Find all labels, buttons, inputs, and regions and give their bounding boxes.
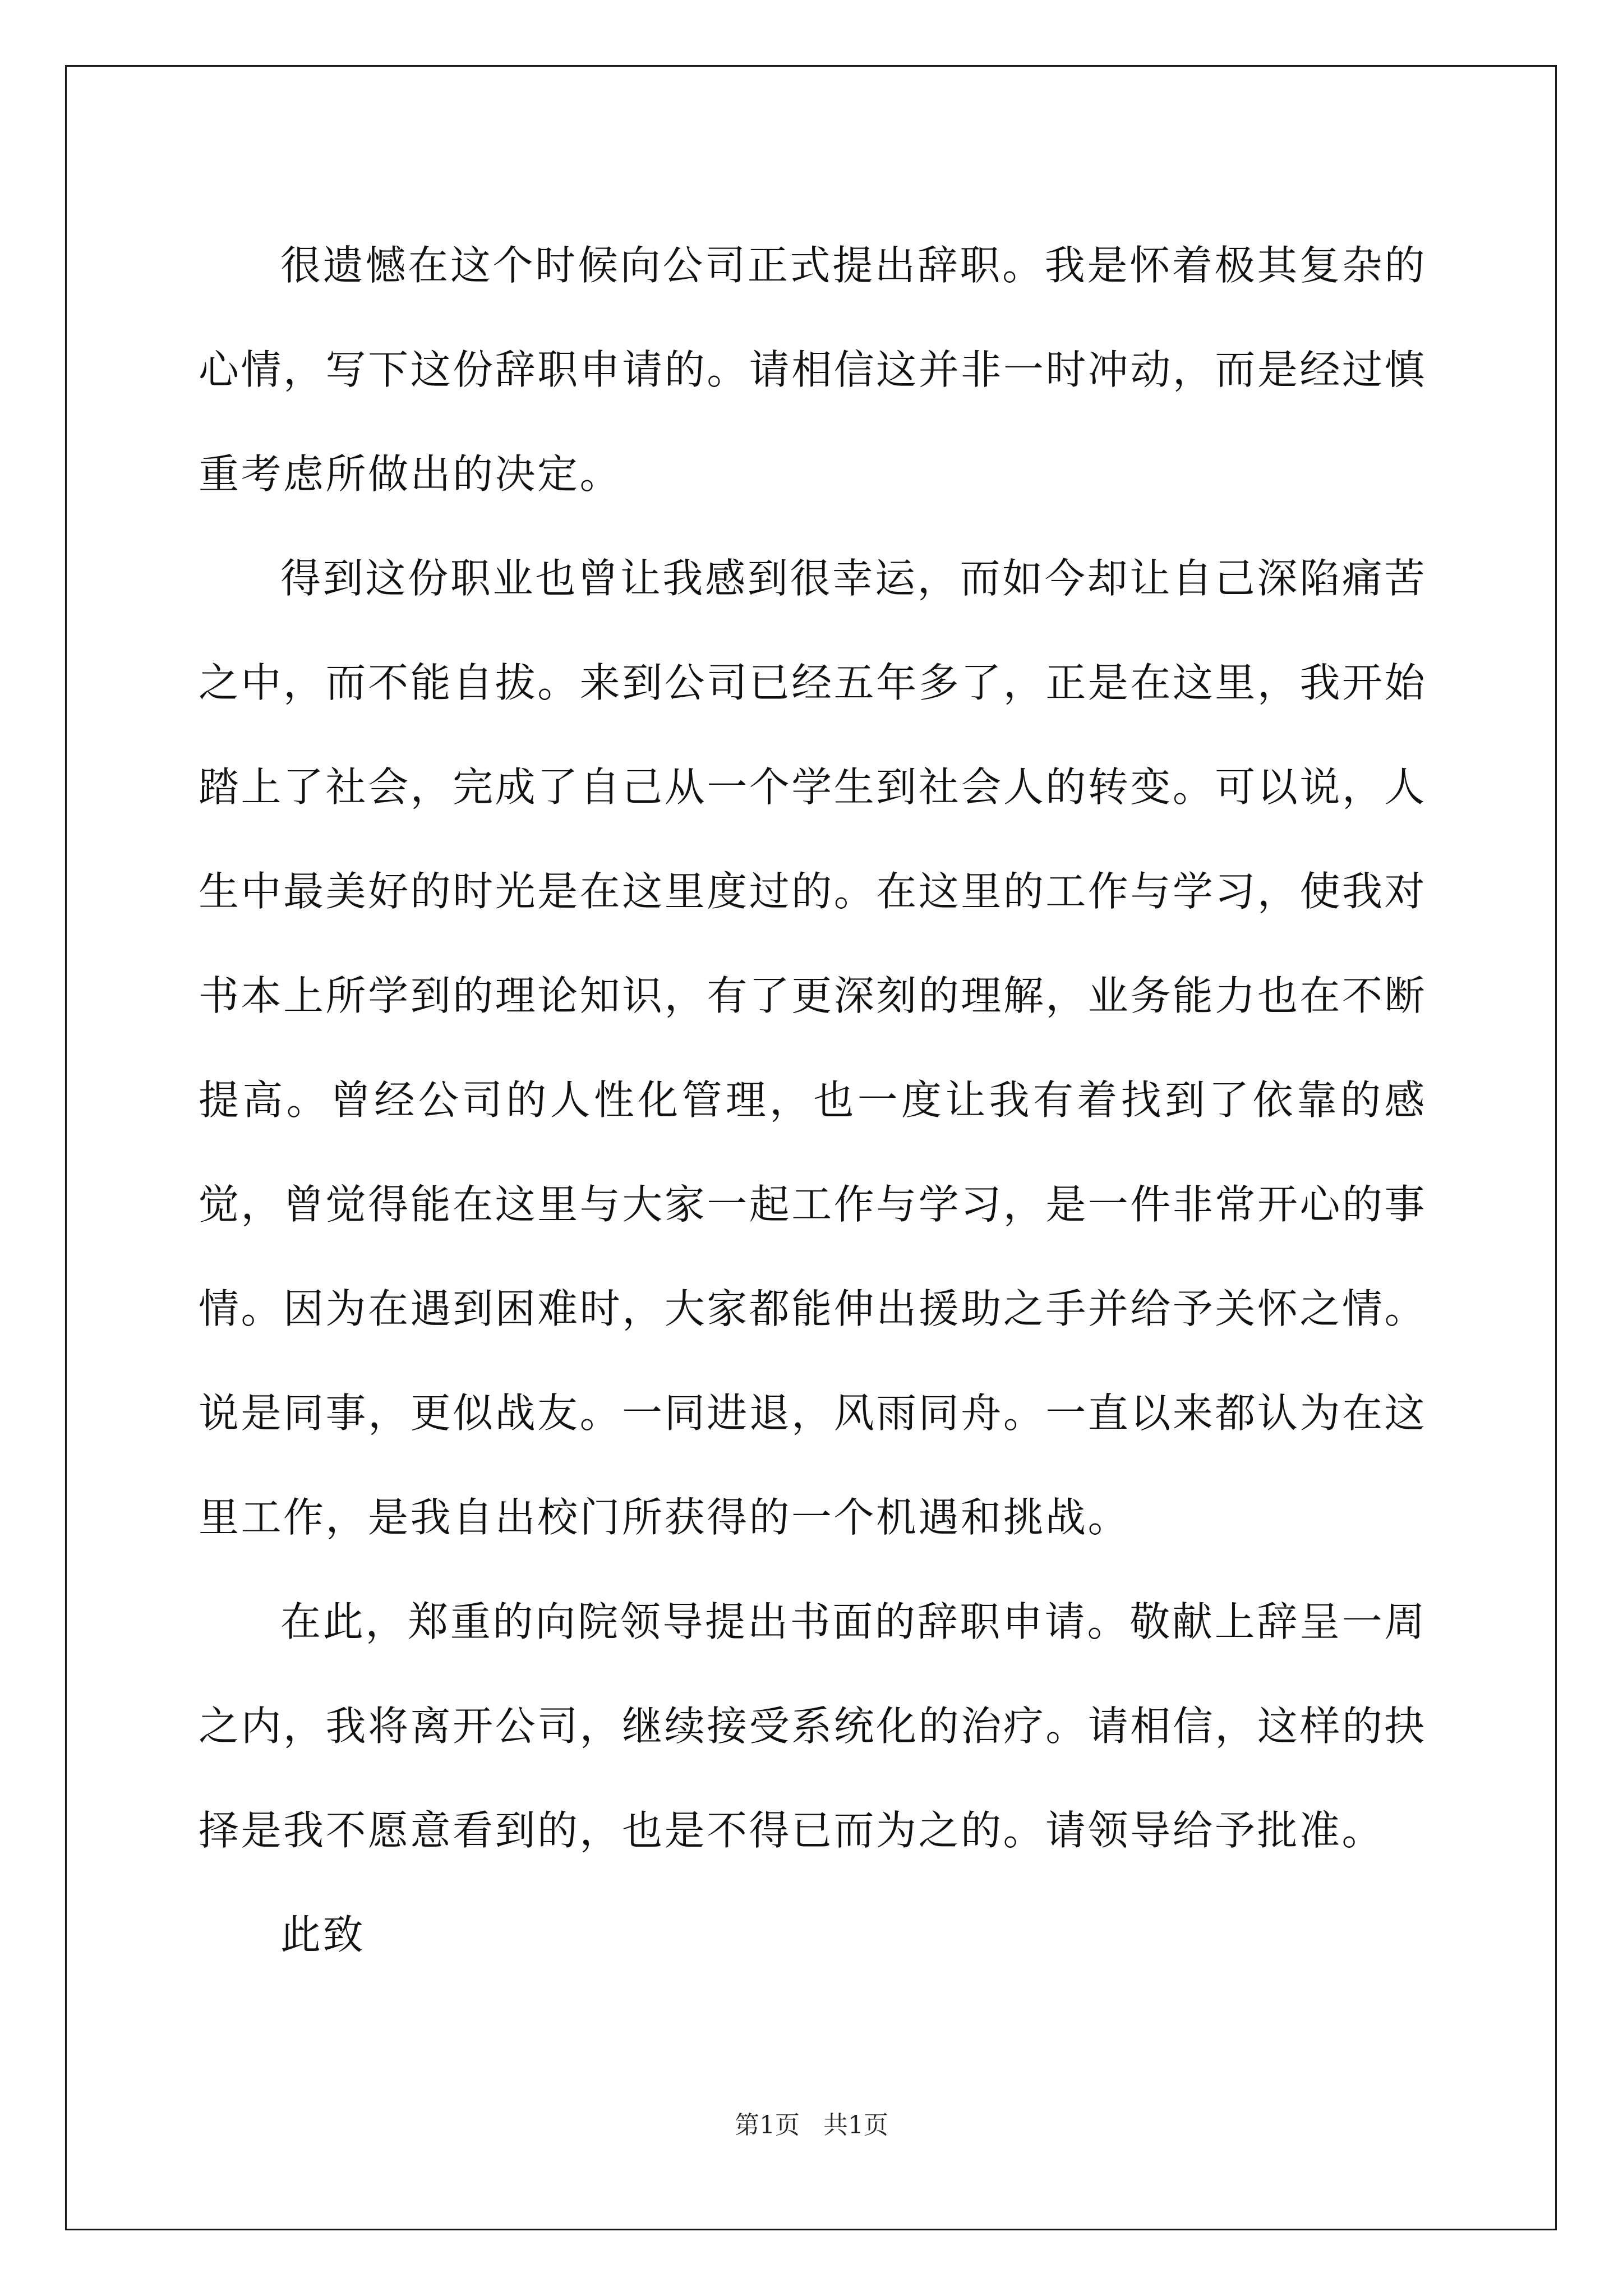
closing-salutation: 此致 bbox=[280, 1911, 366, 1958]
paragraph-experience: 得到这份职业也曾让我感到很幸运，而如今却让自己深陷痛苦之中，而不能自拔。来到公司已经五年多了，正是在这里，我开始踏上了社会，完成了自己从一个学生到社会人的转变。可以说，人生中最美好的时光是在这里度过的。在这里的工作与学习，使我对书本上所学到的理论知识，有了更深刻的理解，业务能力也在不断提高。曾经公司的人性化管理，也一度让我有着找到了依靠的感觉，曾觉得能在这里与大家一起工作与学习，是一件非常开心的事情。因为在遇到困难时，大家都能伸出援助之手并给予关怀之情。说是同事，更似战友。一同进退，风雨同舟。一直以来都认为在这里工作，是我自出校门所获得的一个机遇和挑战。 bbox=[199, 555, 1427, 1541]
page-number-footer: 第1页 共1页 bbox=[735, 2111, 888, 2139]
paragraph-intro: 很遗憾在这个时候向公司正式提出辞职。我是怀着极其复杂的心情，写下这份辞职申请的。请相信这并非一时冲动，而是经过慎重考虑所做出的决定。 bbox=[199, 242, 1427, 498]
paragraph-request: 在此，郑重的向院领导提出书面的辞职申请。敬献上辞呈一周之内，我将离开公司，继续接受系统化的治疗。请相信，这样的抉择是我不愿意看到的，也是不得已而为之的。请领导给予批准。 bbox=[199, 1598, 1427, 1854]
letter-body bbox=[199, 213, 1427, 1987]
